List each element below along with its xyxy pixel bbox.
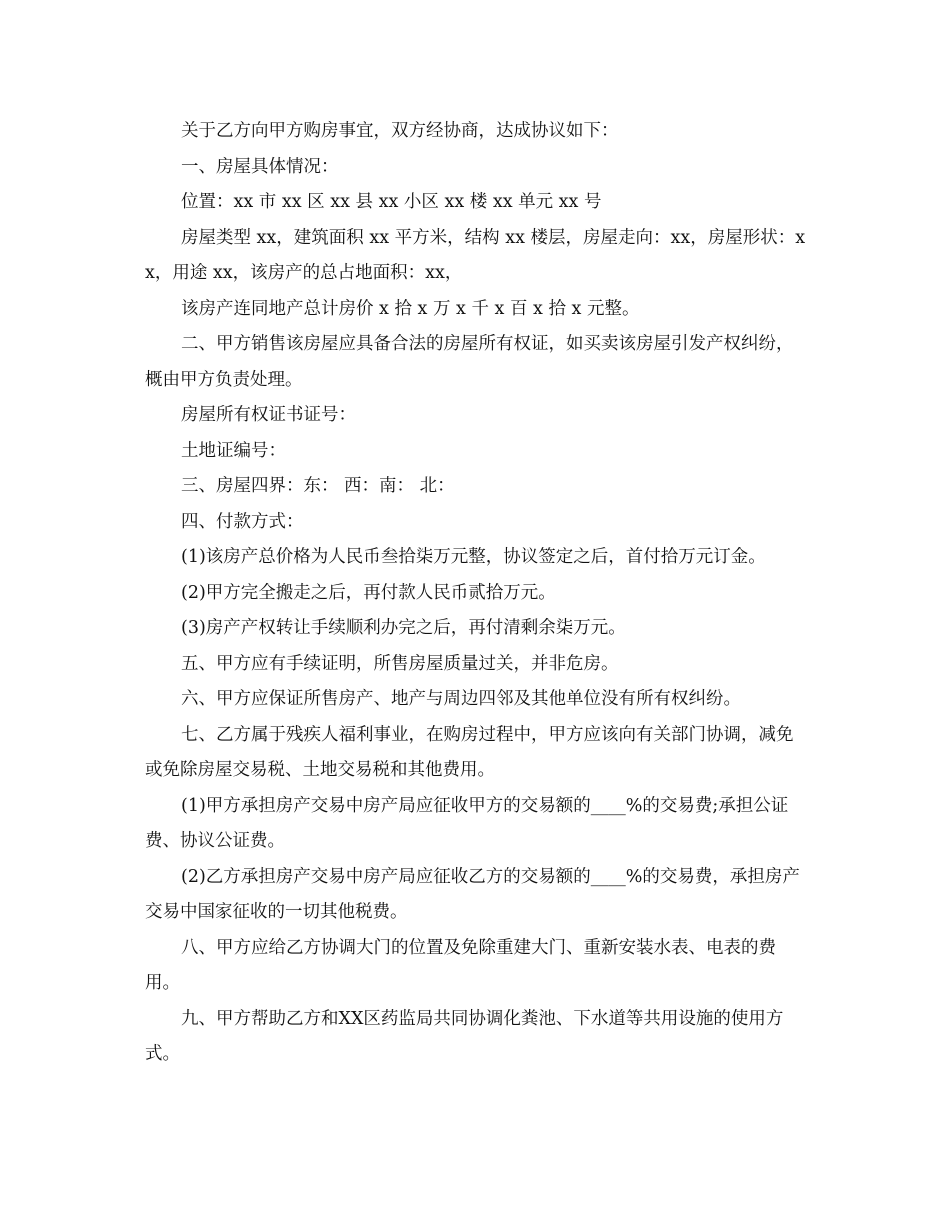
paragraph-section-6: 六、甲方应保证所售房产、地产与周边四邻及其他单位没有所有权纠纷。 [181, 689, 741, 709]
paragraph-section-3-boundaries: 三、房屋四界：东： 西：南： 北： [181, 476, 455, 496]
paragraph-section-2: 二、甲方销售该房屋应具备合法的房屋所有权证，如买卖该房屋引发产权纠纷，概由甲方负责处理。 [145, 334, 794, 390]
paragraph-payment-3: (3)房产产权转让手续顺利办完之后，再付清剩余柒万元。 [181, 618, 626, 638]
paragraph-fee-party-a: (1)甲方承担房产交易中房产局应征收甲方的交易额的____%的交易费;承担公证费、协议公证费。 [145, 795, 789, 851]
paragraph-payment-1: (1)该房产总价格为人民币叁拾柒万元整，协议签定之后，首付拾万元订金。 [181, 547, 766, 567]
paragraph-section-1-heading: 一、房屋具体情况： [181, 156, 339, 177]
paragraph-section-7: 七、乙方属于残疾人福利事业，在购房过程中，甲方应该向有关部门协调，减免或免除房屋交易税、土地交易税和其他费用。 [145, 724, 794, 780]
paragraph-section-9: 九、甲方帮助乙方和XX区药监局共同协调化粪池、下水道等共用设施的使用方式。 [145, 1008, 784, 1064]
paragraph-location: 位置：xx 市 xx 区 xx 县 xx 小区 xx 楼 xx 单元 xx 号 [181, 192, 602, 212]
document-body [145, 114, 810, 1073]
paragraph-section-8: 八、甲方应给乙方协调大门的位置及免除重建大门、重新安装水表、电表的费用。 [145, 937, 776, 993]
paragraph-land-certificate: 土地证编号： [181, 440, 286, 461]
paragraph-intro: 关于乙方向甲方购房事宜，双方经协商，达成协议如下： [181, 121, 619, 141]
paragraph-section-5: 五、甲方应有手续证明，所售房屋质量过关，并非危房。 [181, 653, 619, 674]
paragraph-total-price: 该房产连同地产总计房价 x 拾 x 万 x 千 x 百 x 拾 x 元整。 [181, 298, 640, 319]
paragraph-payment-2: (2)甲方完全搬走之后，再付款人民币贰拾万元。 [181, 582, 556, 603]
paragraph-fee-party-b: (2)乙方承担房产交易中房产局应征收乙方的交易额的____%的交易费，承担房产交易中国家征收的一切其他税费。 [145, 866, 800, 922]
paragraph-house-type: 房屋类型 xx，建筑面积 xx 平方米，结构 xx 楼层，房屋走向：xx，房屋形状：xx，用途 xx，该房产的总占地面积：xx， [145, 227, 806, 283]
paragraph-ownership-certificate: 房屋所有权证书证号： [181, 405, 356, 425]
paragraph-section-4-heading: 四、付款方式： [181, 511, 304, 532]
